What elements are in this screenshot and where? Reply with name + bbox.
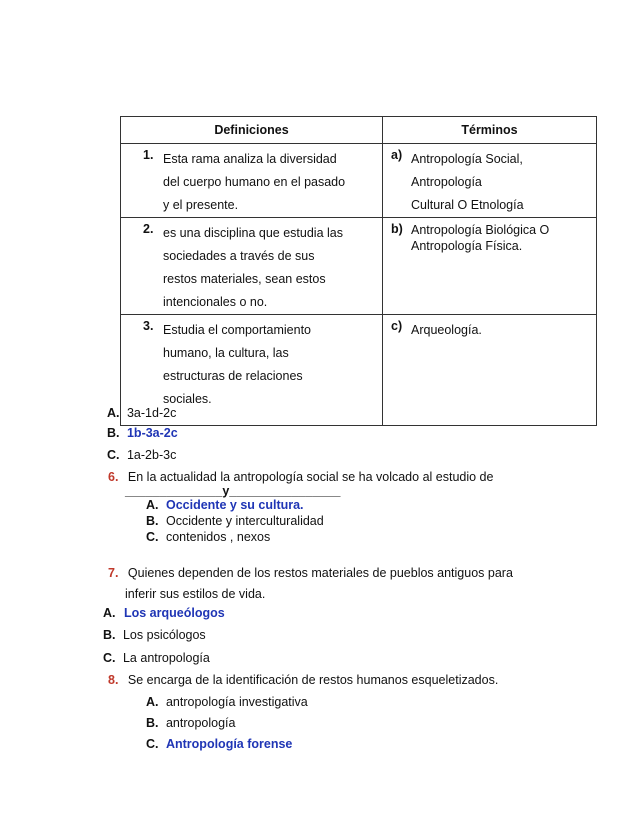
definition-number: 2. <box>143 222 154 236</box>
option-text: Los psicólogos <box>122 628 206 642</box>
option-text: La antropología <box>122 651 210 665</box>
option-q7-a <box>103 606 225 620</box>
option-q8-c <box>146 737 292 751</box>
option-text: Occidente y interculturalidad <box>165 514 324 528</box>
definition-number: 1. <box>143 148 154 162</box>
correct-answer: Antropología forense <box>165 737 293 751</box>
correct-answer: 1b-3a-2c <box>126 426 178 440</box>
term-cell <box>383 315 597 426</box>
correct-answer: Occidente y su cultura. <box>165 498 304 512</box>
question-number: 8. <box>108 673 119 687</box>
option-label: C. <box>146 737 159 751</box>
option-q7-c <box>103 651 210 665</box>
option-label: B. <box>103 628 116 642</box>
definition-cell <box>121 218 383 315</box>
definition-cell <box>121 144 383 218</box>
option-text: 1a-2b-3c <box>126 448 177 462</box>
table-row <box>121 144 597 218</box>
option-label: A. <box>107 406 120 420</box>
option-text: contenidos , nexos <box>165 530 271 544</box>
option-q8-a <box>146 695 308 709</box>
term-letter: c) <box>391 319 403 333</box>
question-number: 7. <box>108 566 119 580</box>
term-letter: b) <box>391 222 403 236</box>
table-header-row <box>121 117 597 144</box>
definition-line: y el presente. <box>163 198 239 212</box>
question-text: Quienes dependen de los restos materiales de pueblos antiguos para <box>127 566 513 580</box>
term-letter: a) <box>391 148 403 162</box>
term-line: Antropología Social, Antropología <box>411 152 523 189</box>
option-text: antropología investigativa <box>165 695 308 709</box>
term-line: Antropología Física. <box>411 239 523 253</box>
term-cell <box>383 144 597 218</box>
option-q6-b <box>146 514 324 528</box>
header-definiciones: Definiciones <box>121 117 383 144</box>
option-label: A. <box>146 695 159 709</box>
term-line: Arqueología. <box>411 323 482 337</box>
option-q5-a <box>107 406 176 420</box>
definition-line: es una disciplina que estudia las <box>163 226 343 240</box>
table-row <box>121 218 597 315</box>
question-7-line2: inferir sus estilos de vida. <box>125 587 266 601</box>
option-label: A. <box>146 498 159 512</box>
definition-line: Estudia el comportamiento <box>163 323 311 337</box>
definition-line: sociedades a través de sus <box>163 249 315 263</box>
option-q5-b <box>107 426 178 440</box>
question-6 <box>108 470 493 484</box>
option-label: B. <box>107 426 120 440</box>
term-line: Antropología Biológica O <box>411 223 550 237</box>
definition-line: intencionales o no. <box>163 295 268 309</box>
option-q6-a <box>146 498 304 512</box>
option-label: B. <box>146 716 159 730</box>
option-q7-b <box>103 628 206 642</box>
option-text: antropología <box>165 716 236 730</box>
question-text: En la actualidad la antropología social se ha volcado al estudio de <box>127 470 494 484</box>
option-label: C. <box>103 651 116 665</box>
question-6-blank: ______________y________________ <box>125 484 341 498</box>
question-7 <box>108 566 513 580</box>
definition-line: estructuras de relaciones <box>163 369 303 383</box>
definition-number: 3. <box>143 319 154 333</box>
definition-line: humano, la cultura, las <box>163 346 289 360</box>
term-cell <box>383 218 597 315</box>
option-label: B. <box>146 514 159 528</box>
option-q6-c <box>146 530 270 544</box>
matching-table <box>120 116 597 426</box>
table-row <box>121 315 597 426</box>
question-number: 6. <box>108 470 119 484</box>
option-q8-b <box>146 716 236 730</box>
definition-line: restos materiales, sean estos <box>163 272 326 286</box>
option-label: A. <box>103 606 116 620</box>
header-terminos: Términos <box>383 117 597 144</box>
option-label: C. <box>107 448 120 462</box>
question-text: Se encarga de la identificación de restos humanos esqueletizados. <box>127 673 499 687</box>
definition-line: sociales. <box>163 392 212 406</box>
option-text: 3a-1d-2c <box>126 406 177 420</box>
definition-line: Esta rama analiza la diversidad <box>163 152 337 166</box>
question-8 <box>108 673 498 687</box>
option-label: C. <box>146 530 159 544</box>
definition-line: del cuerpo humano en el pasado <box>163 175 346 189</box>
term-line: Cultural O Etnología <box>411 198 524 212</box>
option-q5-c <box>107 448 176 462</box>
correct-answer: Los arqueólogos <box>123 606 225 620</box>
